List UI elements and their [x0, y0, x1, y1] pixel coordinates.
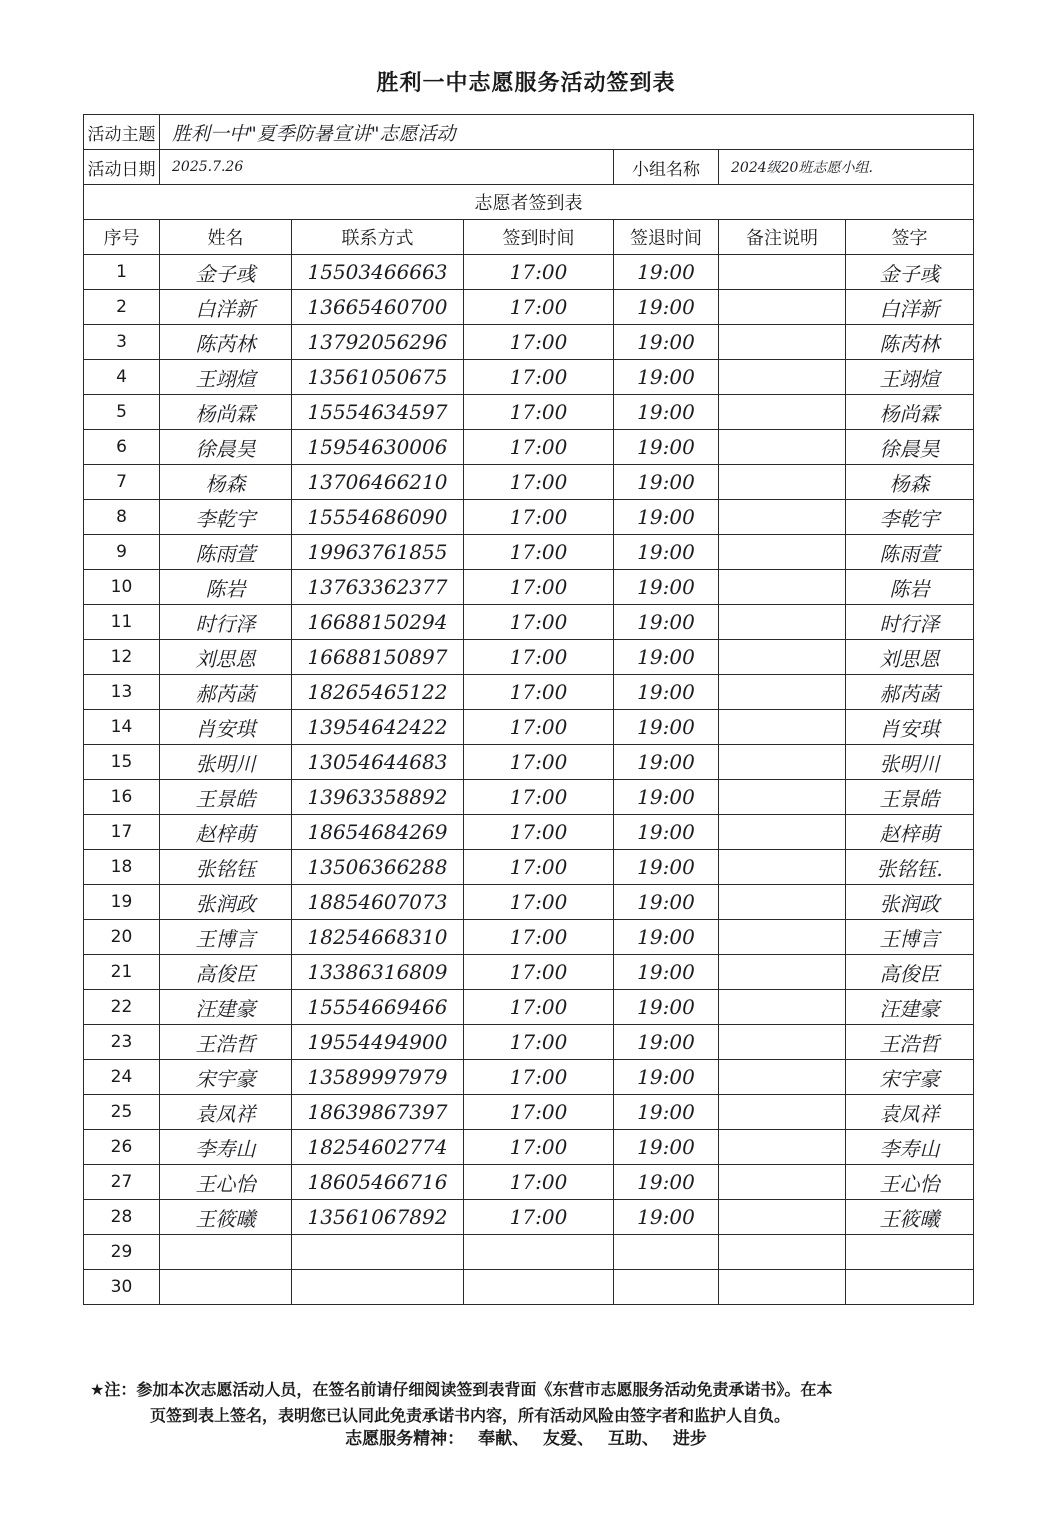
motto-item: 进步	[672, 1429, 707, 1449]
signature-cell: 陈芮林	[846, 325, 974, 360]
checkin-cell: 17:00	[464, 395, 614, 430]
page-title: 胜利一中志愿服务活动签到表	[376, 71, 676, 96]
phone-cell: 18639867397	[292, 1095, 464, 1130]
signature-cell: 刘思恩	[846, 640, 974, 675]
date-label: 活动日期	[84, 150, 160, 185]
remark-cell	[719, 605, 846, 640]
name-cell: 张润政	[160, 885, 292, 920]
name-cell: 王浩哲	[160, 1025, 292, 1060]
table-row	[84, 780, 974, 815]
remark-cell	[719, 1270, 846, 1305]
col-seq-header: 序号	[84, 220, 160, 255]
seq-cell: 17	[84, 815, 160, 850]
phone-cell: 18254602774	[292, 1130, 464, 1165]
checkout-cell: 19:00	[614, 640, 719, 675]
remark-cell	[719, 325, 846, 360]
checkin-cell: 17:00	[464, 640, 614, 675]
remark-cell	[719, 1095, 846, 1130]
seq-cell: 19	[84, 885, 160, 920]
table-row	[84, 255, 974, 290]
name-cell: 肖安琪	[160, 710, 292, 745]
motto-item: 互助、	[607, 1429, 659, 1449]
phone-cell: 13506366288	[292, 850, 464, 885]
signature-cell: 郝芮菡	[846, 675, 974, 710]
checkout-cell	[614, 1270, 719, 1305]
phone-cell: 13561067892	[292, 1200, 464, 1235]
signature-cell: 杨森	[846, 465, 974, 500]
checkout-cell: 19:00	[614, 570, 719, 605]
remark-cell	[719, 1025, 846, 1060]
seq-cell: 5	[84, 395, 160, 430]
phone-cell: 13963358892	[292, 780, 464, 815]
col-name-header: 姓名	[160, 220, 292, 255]
remark-cell	[719, 1165, 846, 1200]
table-row	[84, 290, 974, 325]
seq-cell: 22	[84, 990, 160, 1025]
remark-cell	[719, 290, 846, 325]
remark-cell	[719, 1060, 846, 1095]
table-row	[84, 745, 974, 780]
table-row	[84, 1200, 974, 1235]
phone-cell: 15954630006	[292, 430, 464, 465]
table-row	[84, 920, 974, 955]
checkout-cell: 19:00	[614, 850, 719, 885]
phone-cell: 13561050675	[292, 360, 464, 395]
checkin-cell: 17:00	[464, 1165, 614, 1200]
seq-cell: 10	[84, 570, 160, 605]
name-cell: 李乾宇	[160, 500, 292, 535]
checkout-cell: 19:00	[614, 990, 719, 1025]
remark-cell	[719, 360, 846, 395]
checkout-cell: 19:00	[614, 1130, 719, 1165]
checkout-cell: 19:00	[614, 395, 719, 430]
table-row	[84, 395, 974, 430]
seq-cell: 28	[84, 1200, 160, 1235]
checkout-cell: 19:00	[614, 745, 719, 780]
phone-cell: 18605466716	[292, 1165, 464, 1200]
section-title-row	[84, 185, 974, 220]
checkin-cell: 17:00	[464, 745, 614, 780]
name-cell: 张明川	[160, 745, 292, 780]
seq-cell: 11	[84, 605, 160, 640]
remark-cell	[719, 710, 846, 745]
checkout-cell: 19:00	[614, 1165, 719, 1200]
seq-cell: 16	[84, 780, 160, 815]
date-value: 2025.7.26	[160, 150, 614, 185]
seq-cell: 4	[84, 360, 160, 395]
checkin-cell: 17:00	[464, 535, 614, 570]
remark-cell	[719, 430, 846, 465]
remark-cell	[719, 570, 846, 605]
table-row	[84, 360, 974, 395]
checkout-cell: 19:00	[614, 430, 719, 465]
checkin-cell: 17:00	[464, 255, 614, 290]
table-row	[84, 990, 974, 1025]
seq-cell: 24	[84, 1060, 160, 1095]
seq-cell: 25	[84, 1095, 160, 1130]
table-row	[84, 325, 974, 360]
name-cell: 张铭钰	[160, 850, 292, 885]
checkin-cell: 17:00	[464, 1130, 614, 1165]
col-signature-header: 签字	[846, 220, 974, 255]
phone-cell: 16688150294	[292, 605, 464, 640]
seq-cell: 18	[84, 850, 160, 885]
col-phone-header: 联系方式	[292, 220, 464, 255]
remark-cell	[719, 1130, 846, 1165]
checkout-cell: 19:00	[614, 1200, 719, 1235]
name-cell: 郝芮菡	[160, 675, 292, 710]
table-row	[84, 710, 974, 745]
signature-cell	[846, 1235, 974, 1270]
section-title: 志愿者签到表	[84, 185, 974, 220]
phone-cell	[292, 1235, 464, 1270]
checkin-cell: 17:00	[464, 885, 614, 920]
checkout-cell: 19:00	[614, 1025, 719, 1060]
checkout-cell: 19:00	[614, 780, 719, 815]
motto-item: 奉献、	[478, 1429, 530, 1449]
signature-cell: 王翊煊	[846, 360, 974, 395]
seq-cell: 20	[84, 920, 160, 955]
name-cell: 徐晨昊	[160, 430, 292, 465]
phone-cell: 18654684269	[292, 815, 464, 850]
name-cell: 陈雨萱	[160, 535, 292, 570]
seq-cell: 23	[84, 1025, 160, 1060]
checkin-cell: 17:00	[464, 1025, 614, 1060]
phone-cell: 19554494900	[292, 1025, 464, 1060]
name-cell: 李寿山	[160, 1130, 292, 1165]
checkin-cell: 17:00	[464, 955, 614, 990]
checkin-cell: 17:00	[464, 605, 614, 640]
checkin-cell: 17:00	[464, 500, 614, 535]
seq-cell: 12	[84, 640, 160, 675]
name-cell: 王景皓	[160, 780, 292, 815]
signature-cell: 王筱曦	[846, 1200, 974, 1235]
table-row	[84, 1025, 974, 1060]
checkin-cell	[464, 1270, 614, 1305]
name-cell: 宋宇豪	[160, 1060, 292, 1095]
remark-cell	[719, 885, 846, 920]
name-cell: 刘思恩	[160, 640, 292, 675]
remark-cell	[719, 1200, 846, 1235]
checkout-cell: 19:00	[614, 815, 719, 850]
phone-cell: 13792056296	[292, 325, 464, 360]
checkout-cell: 19:00	[614, 1095, 719, 1130]
footer-note-line-1: ★注：参加本次志愿活动人员，在签名前请仔细阅读签到表背面《东营市志愿服务活动免责承诺书》。在本	[90, 1380, 833, 1399]
checkout-cell: 19:00	[614, 360, 719, 395]
signature-cell	[846, 1270, 974, 1305]
checkout-cell: 19:00	[614, 1060, 719, 1095]
checkout-cell: 19:00	[614, 605, 719, 640]
signature-cell: 白洋新	[846, 290, 974, 325]
signature-cell: 肖安琪	[846, 710, 974, 745]
phone-cell: 15554686090	[292, 500, 464, 535]
checkin-cell: 17:00	[464, 360, 614, 395]
name-cell: 赵梓萌	[160, 815, 292, 850]
signature-cell: 赵梓萌	[846, 815, 974, 850]
phone-cell: 13589997979	[292, 1060, 464, 1095]
col-checkout-header: 签退时间	[614, 220, 719, 255]
signature-cell: 时行泽	[846, 605, 974, 640]
phone-cell: 13706466210	[292, 465, 464, 500]
phone-cell: 13665460700	[292, 290, 464, 325]
signature-cell: 金子彧	[846, 255, 974, 290]
signature-cell: 张铭钰.	[846, 850, 974, 885]
phone-cell: 13386316809	[292, 955, 464, 990]
checkin-cell: 17:00	[464, 990, 614, 1025]
checkout-cell: 19:00	[614, 535, 719, 570]
table-row	[84, 1165, 974, 1200]
table-row	[84, 1095, 974, 1130]
signature-cell: 汪建豪	[846, 990, 974, 1025]
table-row	[84, 1060, 974, 1095]
sign-in-table	[83, 114, 974, 1305]
signature-cell: 杨尚霖	[846, 395, 974, 430]
phone-cell: 18854607073	[292, 885, 464, 920]
phone-cell: 16688150897	[292, 640, 464, 675]
remark-cell	[719, 535, 846, 570]
checkin-cell: 17:00	[464, 1060, 614, 1095]
table-row	[84, 500, 974, 535]
phone-cell	[292, 1270, 464, 1305]
phone-cell: 13054644683	[292, 745, 464, 780]
checkin-cell: 17:00	[464, 430, 614, 465]
remark-cell	[719, 500, 846, 535]
table-row	[84, 850, 974, 885]
remark-cell	[719, 955, 846, 990]
signature-cell: 宋宇豪	[846, 1060, 974, 1095]
group-value: 2024级20班志愿小组.	[719, 150, 974, 185]
checkin-cell: 17:00	[464, 780, 614, 815]
phone-cell: 15554669466	[292, 990, 464, 1025]
checkout-cell: 19:00	[614, 255, 719, 290]
motto	[0, 1424, 1052, 1449]
seq-cell: 29	[84, 1235, 160, 1270]
theme-value: 胜利一中"夏季防暑宣讲"志愿活动	[160, 115, 974, 150]
table-row	[84, 430, 974, 465]
name-cell	[160, 1270, 292, 1305]
table-row	[84, 465, 974, 500]
seq-cell: 3	[84, 325, 160, 360]
signature-cell: 王博言	[846, 920, 974, 955]
table-row	[84, 535, 974, 570]
seq-cell: 15	[84, 745, 160, 780]
seq-cell: 9	[84, 535, 160, 570]
signature-cell: 陈岩	[846, 570, 974, 605]
remark-cell	[719, 780, 846, 815]
checkout-cell: 19:00	[614, 325, 719, 360]
name-cell: 汪建豪	[160, 990, 292, 1025]
remark-cell	[719, 675, 846, 710]
name-cell: 袁凤祥	[160, 1095, 292, 1130]
signature-cell: 徐晨昊	[846, 430, 974, 465]
footer-note-line-2: 页签到表上签名，表明您已认同此免责承诺书内容，所有活动风险由签字者和监护人自负。	[150, 1406, 791, 1425]
checkin-cell: 17:00	[464, 570, 614, 605]
group-label: 小组名称	[614, 150, 719, 185]
signature-cell: 王浩哲	[846, 1025, 974, 1060]
seq-cell: 7	[84, 465, 160, 500]
name-cell: 金子彧	[160, 255, 292, 290]
remark-cell	[719, 1235, 846, 1270]
signature-cell: 王景皓	[846, 780, 974, 815]
name-cell: 时行泽	[160, 605, 292, 640]
table-row	[84, 815, 974, 850]
checkout-cell: 19:00	[614, 290, 719, 325]
seq-cell: 27	[84, 1165, 160, 1200]
seq-cell: 13	[84, 675, 160, 710]
phone-cell: 15503466663	[292, 255, 464, 290]
table-row	[84, 1130, 974, 1165]
name-cell	[160, 1235, 292, 1270]
signature-cell: 张明川	[846, 745, 974, 780]
theme-label: 活动主题	[84, 115, 160, 150]
signature-cell: 李乾宇	[846, 500, 974, 535]
name-cell: 白洋新	[160, 290, 292, 325]
seq-cell: 1	[84, 255, 160, 290]
signature-cell: 李寿山	[846, 1130, 974, 1165]
name-cell: 王筱曦	[160, 1200, 292, 1235]
remark-cell	[719, 395, 846, 430]
checkin-cell: 17:00	[464, 815, 614, 850]
remark-cell	[719, 465, 846, 500]
seq-cell: 21	[84, 955, 160, 990]
theme-row	[84, 115, 974, 150]
table-row	[84, 570, 974, 605]
name-cell: 杨尚霖	[160, 395, 292, 430]
seq-cell: 6	[84, 430, 160, 465]
table-row	[84, 675, 974, 710]
checkout-cell: 19:00	[614, 675, 719, 710]
name-cell: 杨森	[160, 465, 292, 500]
checkin-cell: 17:00	[464, 710, 614, 745]
seq-cell: 30	[84, 1270, 160, 1305]
checkout-cell: 19:00	[614, 465, 719, 500]
table-row	[84, 885, 974, 920]
signature-cell: 王心怡	[846, 1165, 974, 1200]
name-cell: 王心怡	[160, 1165, 292, 1200]
remark-cell	[719, 850, 846, 885]
remark-cell	[719, 990, 846, 1025]
phone-cell: 18254668310	[292, 920, 464, 955]
seq-cell: 26	[84, 1130, 160, 1165]
phone-cell: 19963761855	[292, 535, 464, 570]
signature-cell: 张润政	[846, 885, 974, 920]
remark-cell	[719, 815, 846, 850]
table-row	[84, 640, 974, 675]
phone-cell: 13763362377	[292, 570, 464, 605]
motto-label: 志愿服务精神：	[345, 1429, 465, 1449]
name-cell: 高俊臣	[160, 955, 292, 990]
signature-cell: 陈雨萱	[846, 535, 974, 570]
col-remark-header: 备注说明	[719, 220, 846, 255]
signature-cell: 高俊臣	[846, 955, 974, 990]
checkin-cell: 17:00	[464, 465, 614, 500]
table-row	[84, 605, 974, 640]
seq-cell: 8	[84, 500, 160, 535]
seq-cell: 14	[84, 710, 160, 745]
table-row	[84, 1270, 974, 1305]
column-header-row	[84, 220, 974, 255]
checkout-cell: 19:00	[614, 710, 719, 745]
checkin-cell: 17:00	[464, 675, 614, 710]
checkout-cell	[614, 1235, 719, 1270]
motto-item: 友爱、	[543, 1429, 594, 1449]
checkin-cell	[464, 1235, 614, 1270]
checkin-cell: 17:00	[464, 325, 614, 360]
checkout-cell: 19:00	[614, 885, 719, 920]
col-checkin-header: 签到时间	[464, 220, 614, 255]
checkin-cell: 17:00	[464, 290, 614, 325]
remark-cell	[719, 640, 846, 675]
checkout-cell: 19:00	[614, 955, 719, 990]
remark-cell	[719, 255, 846, 290]
checkin-cell: 17:00	[464, 1200, 614, 1235]
footer-note	[90, 1377, 970, 1429]
signature-cell: 袁凤祥	[846, 1095, 974, 1130]
checkin-cell: 17:00	[464, 920, 614, 955]
table-row	[84, 1235, 974, 1270]
name-cell: 王翊煊	[160, 360, 292, 395]
date-row	[84, 150, 974, 185]
checkin-cell: 17:00	[464, 1095, 614, 1130]
checkout-cell: 19:00	[614, 500, 719, 535]
remark-cell	[719, 745, 846, 780]
name-cell: 陈芮林	[160, 325, 292, 360]
checkin-cell: 17:00	[464, 850, 614, 885]
phone-cell: 15554634597	[292, 395, 464, 430]
remark-cell	[719, 920, 846, 955]
name-cell: 陈岩	[160, 570, 292, 605]
phone-cell: 18265465122	[292, 675, 464, 710]
seq-cell: 2	[84, 290, 160, 325]
phone-cell: 13954642422	[292, 710, 464, 745]
name-cell: 王博言	[160, 920, 292, 955]
table-row	[84, 955, 974, 990]
checkout-cell: 19:00	[614, 920, 719, 955]
